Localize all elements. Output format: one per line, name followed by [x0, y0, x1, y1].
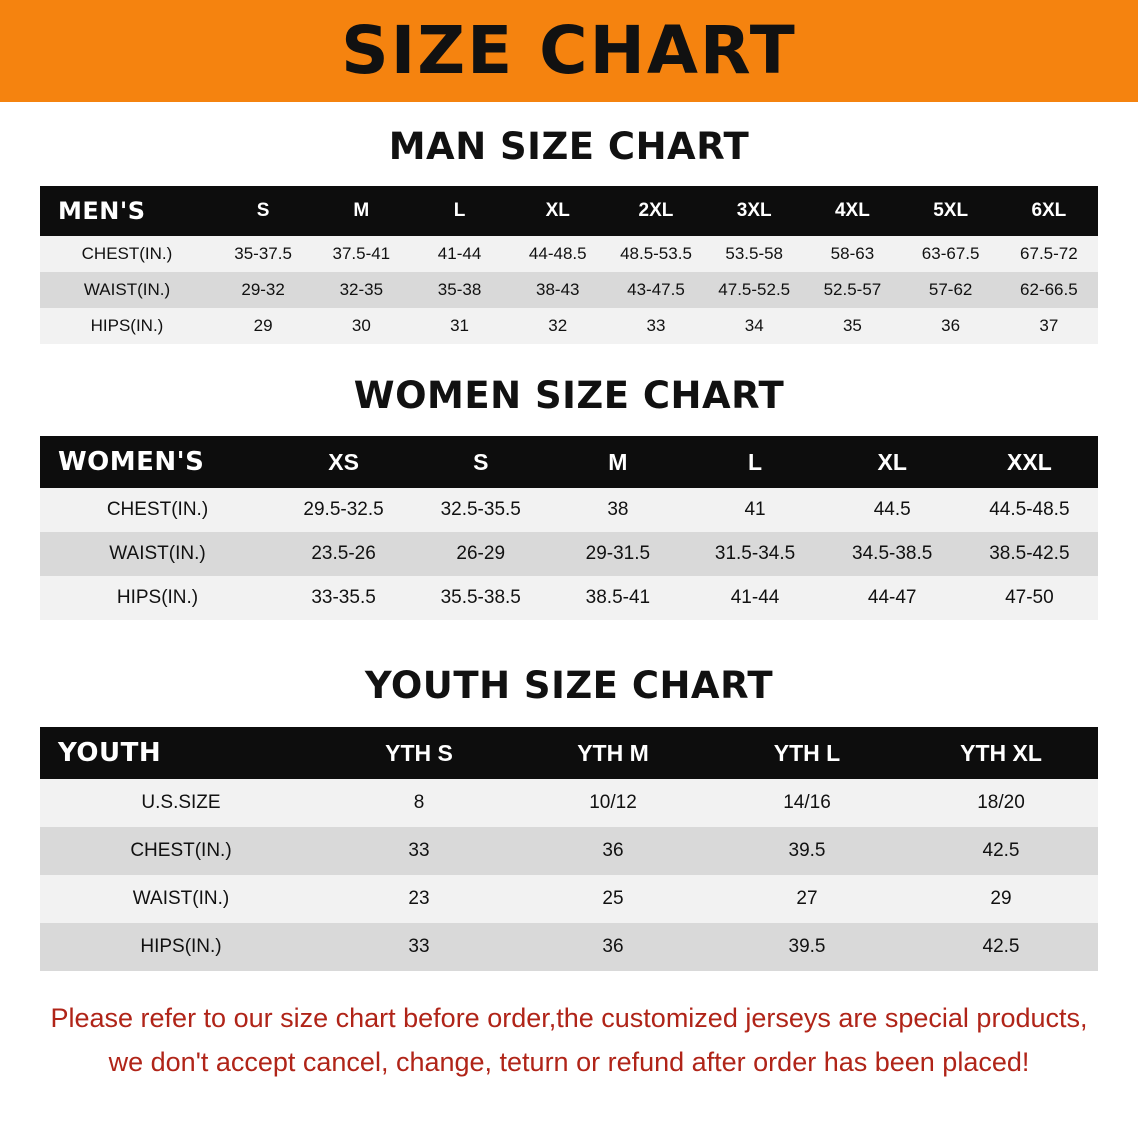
- youth-cell-2-1: 25: [516, 875, 710, 923]
- man-cell-1-3: 38-43: [509, 272, 607, 308]
- women-cell-2-3: 41-44: [686, 576, 823, 620]
- man-size-header-2: L: [453, 200, 466, 221]
- table-row: [40, 532, 1098, 576]
- women-cell-1-3: 31.5-34.5: [686, 532, 823, 576]
- youth-cell-1-1: 36: [516, 827, 710, 875]
- man-cell-1-0: 29-32: [214, 272, 312, 308]
- women-size-header-3: L: [748, 448, 763, 475]
- women-cell-0-3: 41: [686, 488, 823, 532]
- youth-header-row: [40, 727, 1098, 779]
- man-size-table: [40, 186, 1098, 344]
- man-cell-2-1: 30: [312, 308, 410, 344]
- women-header-row: [40, 436, 1098, 488]
- table-row: [40, 488, 1098, 532]
- man-cell-2-5: 34: [705, 308, 803, 344]
- page-banner: [0, 0, 1138, 102]
- women-size-header-0: XS: [328, 448, 359, 475]
- man-table-header: [40, 186, 1098, 236]
- women-section-heading: WOMEN SIZE CHART: [353, 374, 785, 417]
- women-cell-2-0: 33-35.5: [275, 576, 412, 620]
- women-size-header-5: XXL: [1007, 448, 1052, 475]
- women-cell-1-1: 26-29: [412, 532, 549, 576]
- youth-section-heading: YOUTH SIZE CHART: [364, 664, 774, 707]
- youth-cell-2-2: 27: [710, 875, 904, 923]
- man-cell-1-6: 52.5-57: [803, 272, 901, 308]
- man-cell-0-7: 63-67.5: [902, 236, 1000, 272]
- women-row-label-1: WAIST(IN.): [40, 532, 275, 576]
- youth-size-header-3: YTH XL: [960, 739, 1042, 766]
- man-size-header-8: 6XL: [1031, 200, 1067, 221]
- table-row: [40, 923, 1098, 971]
- table-row: [40, 236, 1098, 272]
- man-row-label-0: CHEST(IN.): [40, 236, 214, 272]
- table-row: [40, 308, 1098, 344]
- policy-note-line-1: Please refer to our size chart before order,the customized jerseys are special products,: [50, 1003, 1088, 1033]
- women-row-label-2: HIPS(IN.): [40, 576, 275, 620]
- man-cell-2-7: 36: [902, 308, 1000, 344]
- youth-cell-2-0: 23: [322, 875, 516, 923]
- youth-table-body: [40, 779, 1098, 971]
- youth-corner-label: YOUTH: [58, 738, 162, 768]
- table-row: [40, 779, 1098, 827]
- man-cell-2-3: 32: [509, 308, 607, 344]
- man-size-table-wrapper: [40, 186, 1098, 344]
- policy-note-line-2: we don't accept cancel, change, teturn or refund after order has been placed!: [108, 1046, 1030, 1077]
- women-table-header: [40, 436, 1098, 488]
- women-cell-2-2: 38.5-41: [549, 576, 686, 620]
- man-size-header-7: 5XL: [933, 200, 969, 221]
- table-row: [40, 875, 1098, 923]
- women-size-header-2: M: [608, 448, 628, 475]
- women-row-label-0: CHEST(IN.): [40, 488, 275, 532]
- man-cell-1-4: 43-47.5: [607, 272, 705, 308]
- man-table-body: [40, 236, 1098, 344]
- youth-cell-1-0: 33: [322, 827, 516, 875]
- women-size-table-wrapper: [40, 436, 1098, 620]
- man-cell-2-2: 31: [410, 308, 508, 344]
- youth-row-label-1: CHEST(IN.): [40, 827, 322, 875]
- women-cell-1-4: 34.5-38.5: [824, 532, 961, 576]
- youth-cell-3-3: 42.5: [904, 923, 1098, 971]
- man-cell-0-8: 67.5-72: [1000, 236, 1098, 272]
- youth-size-header-2: YTH L: [773, 739, 841, 766]
- women-cell-2-4: 44-47: [824, 576, 961, 620]
- women-cell-2-5: 47-50: [961, 576, 1098, 620]
- youth-table-header: [40, 727, 1098, 779]
- women-size-table: [40, 436, 1098, 620]
- man-cell-0-2: 41-44: [410, 236, 508, 272]
- women-cell-0-1: 32.5-35.5: [412, 488, 549, 532]
- women-table-body: [40, 488, 1098, 620]
- youth-cell-1-2: 39.5: [710, 827, 904, 875]
- table-row: [40, 576, 1098, 620]
- youth-row-label-0: U.S.SIZE: [40, 779, 322, 827]
- women-corner-label: WOMEN'S: [58, 447, 205, 477]
- man-cell-1-5: 47.5-52.5: [705, 272, 803, 308]
- man-row-label-2: HIPS(IN.): [40, 308, 214, 344]
- man-size-header-1: M: [353, 200, 370, 221]
- man-corner-label: MEN'S: [58, 197, 146, 225]
- man-size-header-4: 2XL: [638, 200, 674, 221]
- policy-note: [39, 997, 1099, 1084]
- man-cell-0-5: 53.5-58: [705, 236, 803, 272]
- women-cell-0-0: 29.5-32.5: [275, 488, 412, 532]
- women-size-header-4: XL: [877, 448, 907, 475]
- table-row: [40, 827, 1098, 875]
- youth-size-table: [40, 727, 1098, 971]
- youth-row-label-2: WAIST(IN.): [40, 875, 322, 923]
- man-cell-2-8: 37: [1000, 308, 1098, 344]
- man-cell-1-8: 62-66.5: [1000, 272, 1098, 308]
- man-size-header-0: S: [256, 200, 270, 221]
- youth-cell-3-1: 36: [516, 923, 710, 971]
- man-cell-1-2: 35-38: [410, 272, 508, 308]
- youth-cell-2-3: 29: [904, 875, 1098, 923]
- women-cell-1-5: 38.5-42.5: [961, 532, 1098, 576]
- man-cell-2-0: 29: [214, 308, 312, 344]
- man-cell-0-3: 44-48.5: [509, 236, 607, 272]
- man-size-header-5: 3XL: [736, 200, 772, 221]
- man-cell-0-4: 48.5-53.5: [607, 236, 705, 272]
- youth-cell-0-3: 18/20: [904, 779, 1098, 827]
- youth-cell-0-2: 14/16: [710, 779, 904, 827]
- youth-cell-0-1: 10/12: [516, 779, 710, 827]
- women-cell-1-2: 29-31.5: [549, 532, 686, 576]
- women-cell-0-4: 44.5: [824, 488, 961, 532]
- man-cell-0-1: 37.5-41: [312, 236, 410, 272]
- women-cell-2-1: 35.5-38.5: [412, 576, 549, 620]
- women-cell-0-5: 44.5-48.5: [961, 488, 1098, 532]
- man-cell-0-6: 58-63: [803, 236, 901, 272]
- youth-cell-3-0: 33: [322, 923, 516, 971]
- page-title: SIZE CHART: [341, 12, 797, 89]
- youth-row-label-3: HIPS(IN.): [40, 923, 322, 971]
- man-cell-2-6: 35: [803, 308, 901, 344]
- man-cell-2-4: 33: [607, 308, 705, 344]
- man-size-header-3: XL: [545, 200, 570, 221]
- table-row: [40, 272, 1098, 308]
- youth-size-header-0: YTH S: [385, 739, 453, 766]
- man-cell-0-0: 35-37.5: [214, 236, 312, 272]
- women-size-header-1: S: [473, 448, 489, 475]
- youth-cell-3-2: 39.5: [710, 923, 904, 971]
- man-row-label-1: WAIST(IN.): [40, 272, 214, 308]
- youth-cell-0-0: 8: [322, 779, 516, 827]
- man-section-heading: MAN SIZE CHART: [388, 125, 750, 168]
- youth-size-table-wrapper: [40, 727, 1098, 971]
- man-size-header-6: 4XL: [834, 200, 870, 221]
- youth-size-header-1: YTH M: [577, 739, 649, 766]
- man-cell-1-7: 57-62: [902, 272, 1000, 308]
- women-cell-0-2: 38: [549, 488, 686, 532]
- man-cell-1-1: 32-35: [312, 272, 410, 308]
- man-header-row: [40, 186, 1098, 236]
- youth-cell-1-3: 42.5: [904, 827, 1098, 875]
- women-cell-1-0: 23.5-26: [275, 532, 412, 576]
